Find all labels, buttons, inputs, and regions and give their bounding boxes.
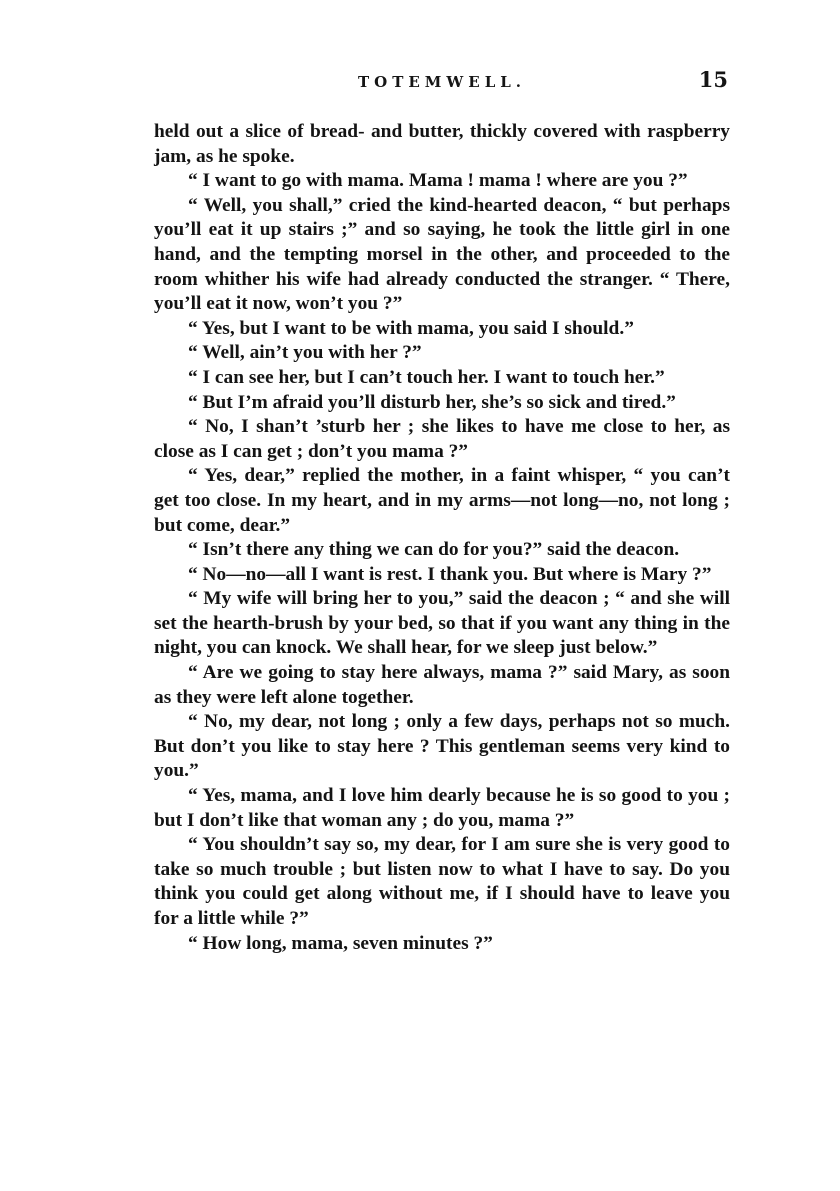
paragraph: “ No, my dear, not long ; only a few days, perhaps not so much. But don’t you like to stay here ? This gentleman seems very kind to you.”: [154, 711, 730, 782]
paragraph: “ Yes, dear,” replied the mother, in a faint whisper, “ you can’t get too close. In my heart, and in my arms—not long—no, not long ; but come, dear.”: [154, 465, 730, 536]
paragraph: “ Isn’t there any thing we can do for you?” said the deacon.: [188, 539, 680, 561]
paragraph: “ My wife will bring her to you,” said the deacon ; “ and she will set the hearth-brush by your bed, so that if you want any thing in the night, you can knock. We shall hear, for we sleep just below.”: [154, 588, 730, 659]
paragraph: “ No—no—all I want is rest. I thank you. But where is Mary ?”: [188, 563, 712, 585]
paragraph: “ I can see her, but I can’t touch her. I want to touch her.”: [188, 366, 665, 388]
paragraph: “ No, I shan’t ’sturb her ; she likes to have me close to her, as close as I can get ; don’t you mama ?”: [154, 416, 730, 462]
paragraph: “ How long, mama, seven minutes ?”: [188, 932, 493, 954]
paragraph: “ Yes, but I want to be with mama, you said I should.”: [188, 317, 634, 339]
paragraph: “ Are we going to stay here always, mama ?” said Mary, as soon as they were left alone together.: [154, 662, 730, 708]
running-title: TOTEMWELL.: [357, 73, 527, 91]
paragraph: “ Yes, mama, and I love him dearly because he is so good to you ; but I don’t like that woman any ; do you, mama ?”: [154, 785, 730, 831]
page-number: 15: [698, 67, 728, 92]
paragraph-continuation: held out a slice of bread- and butter, thickly covered with raspberry jam, as he spoke.: [154, 121, 730, 167]
paragraph: “ You shouldn’t say so, my dear, for I am sure she is very good to take so much trouble ; but listen now to what I have to say. Do you think you could get along without me, if I should have to leave you for a little while ?”: [154, 834, 730, 929]
paragraph: “ I want to go with mama. Mama ! mama ! where are you ?”: [188, 170, 688, 192]
running-head: [154, 64, 730, 104]
body-text: [154, 120, 730, 956]
paragraph: “ But I’m afraid you’ll disturb her, she’s so sick and tired.”: [188, 391, 676, 413]
paragraph: “ Well, you shall,” cried the kind-hearted deacon, “ but perhaps you’ll eat it up stairs ;” and so saying, he took the little girl in one hand, and the tempting morsel in the other, and proceeded to the room whither his wife had already conducted the stranger. “ There, you’ll eat it now, won’t you ?”: [154, 194, 730, 315]
paragraph: “ Well, ain’t you with her ?”: [188, 342, 422, 364]
